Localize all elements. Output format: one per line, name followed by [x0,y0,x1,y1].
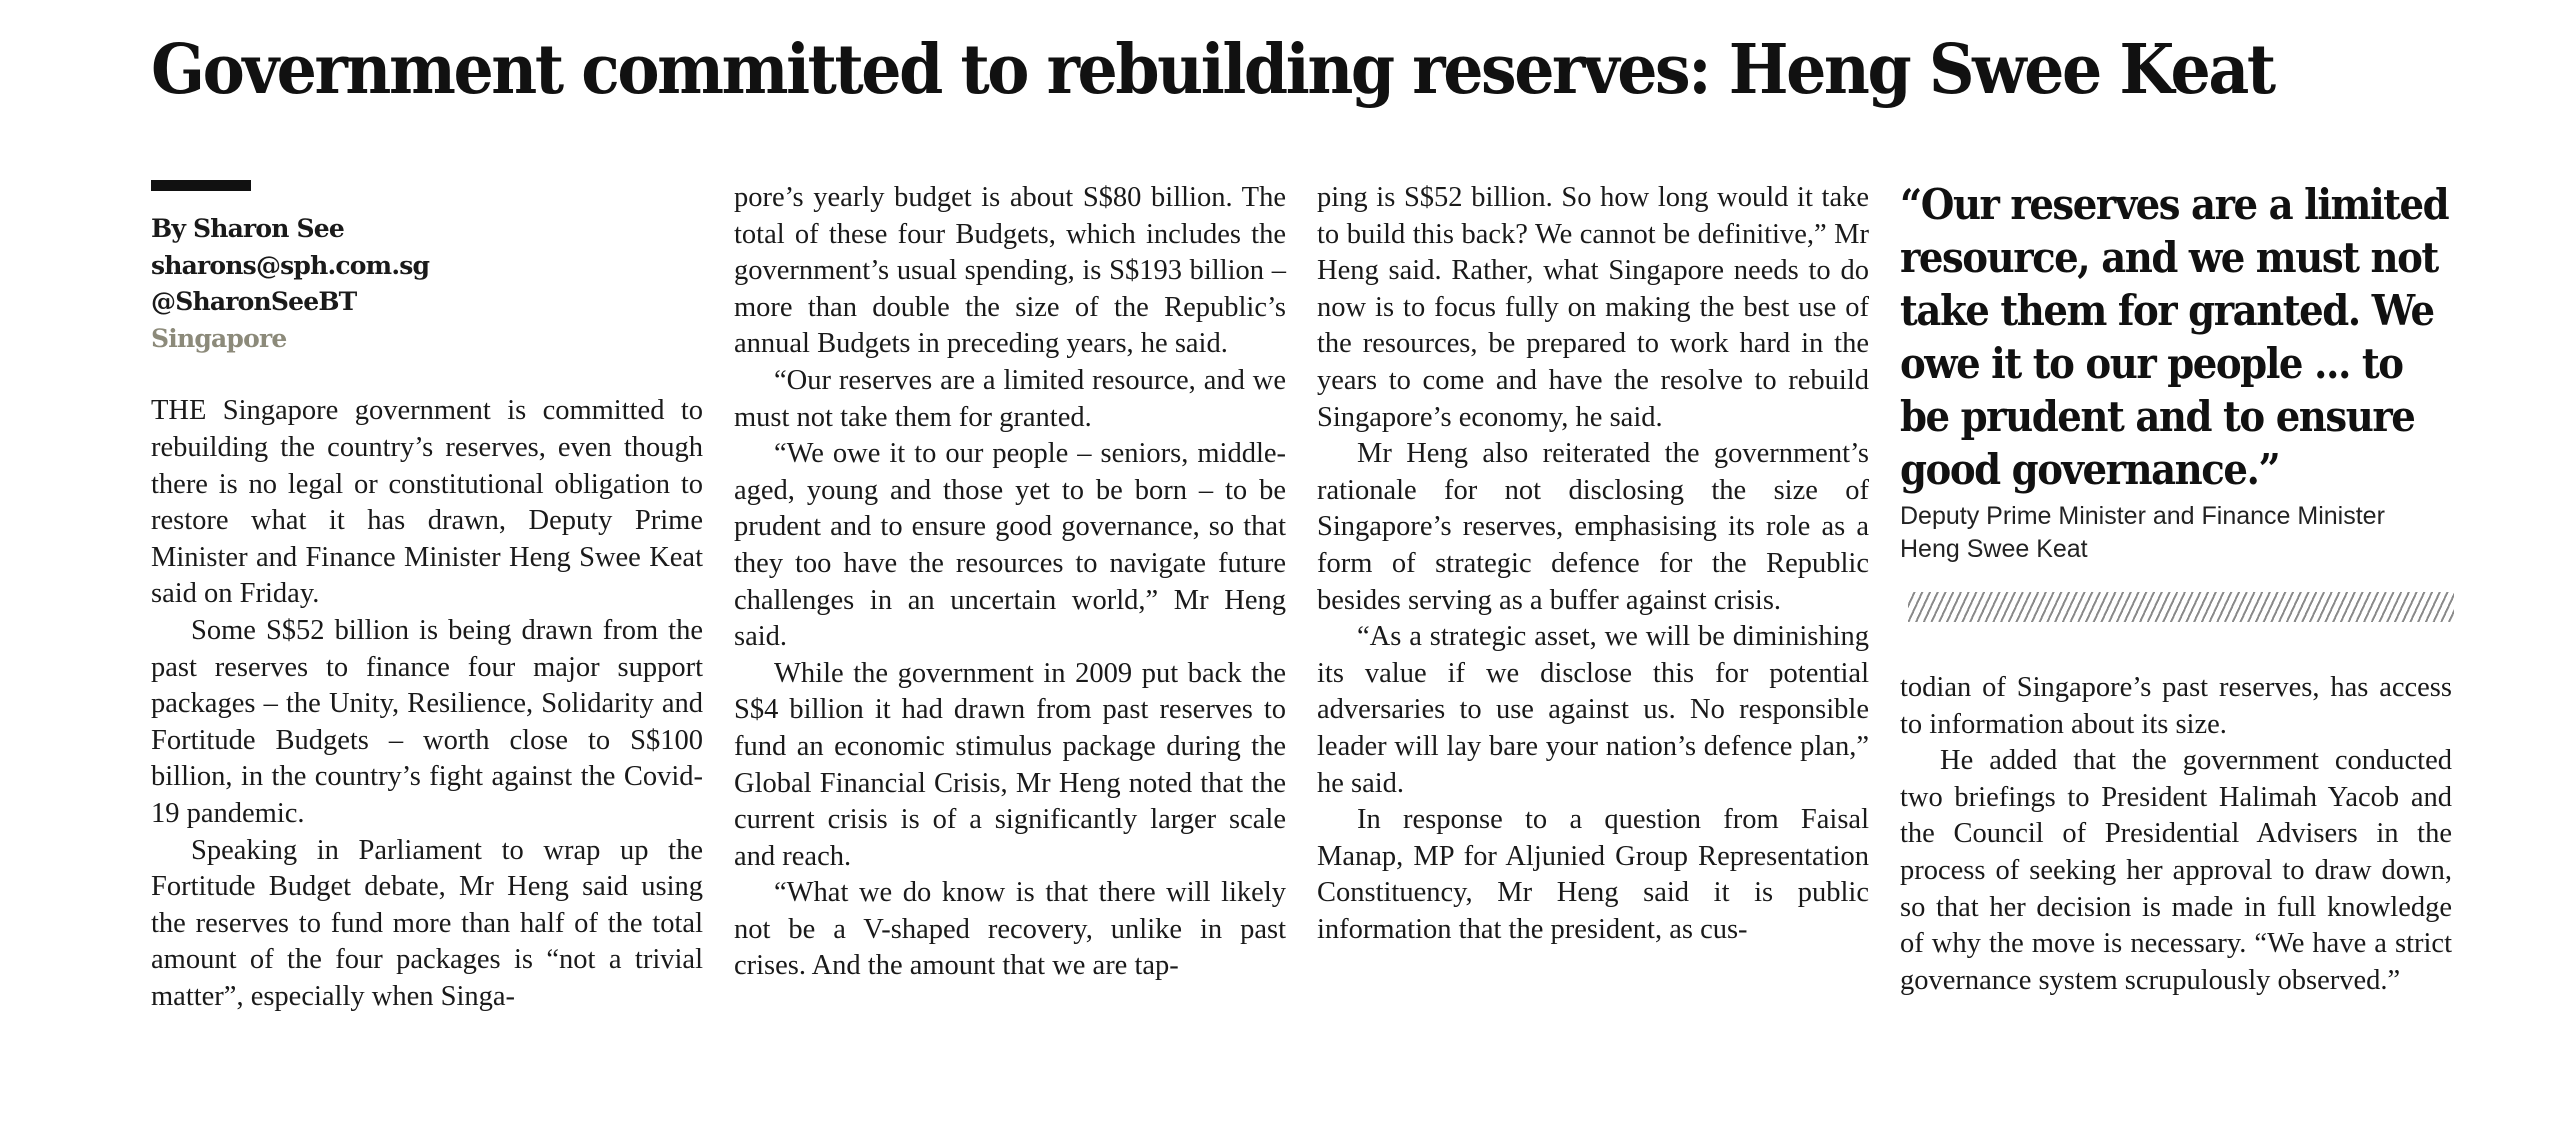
paragraph: “We owe it to our people – seniors, middle-aged, young and those yet to be born – to be prudent and to ensure good governance, so that they too have the resources to navigate future challenges in an uncertain world,” Mr Heng said. [734,438,1286,653]
paragraph: Speaking in Parliament to wrap up the Fortitude Budget debate, Mr Heng said using the reserves to fund more than half of the total amount of the four packages is “not a trivial matter”, especially when Singa- [151,834,703,1012]
byline-email: sharons@sph.com.sg [151,250,430,280]
byline-location: Singapore [151,323,287,353]
paragraph: todian of Singapore’s past reserves, has access to information about its size. [1900,672,2452,740]
article-column-2 [734,180,1286,985]
paragraph: ping is S$52 billion. So how long would it take to build this back? We cannot be definitive,” Mr Heng said. Rather, what Singapore needs to do now is to focus fully on making the best use of the resources, be prepared to work hard in the years to come and have the resolve to rebuild Singapore’s economy, he said. [1317,182,1869,433]
paragraph: “As a strategic asset, we will be diminishing its value if we disclose this for potential adversaries to use against us. No responsible leader will lay bare your nation’s defence plan,” he said. [1317,621,1869,799]
paragraph: In response to a question from Faisal Manap, MP for Aljunied Group Representation Constituency, Mr Heng said it is public information that the president, as cus- [1317,804,1869,945]
pull-quote [1900,178,2460,566]
paragraph: “What we do know is that there will likely not be a V-shaped recovery, unlike in past crises. And the amount that we are tap- [734,877,1286,982]
hatched-divider [1908,592,2454,622]
paragraph: “Our reserves are a limited resource, and we must not take them for granted. [734,364,1286,433]
article-column-4 [1900,670,2452,999]
paragraph: He added that the government conducted two briefings to President Halimah Yacob and the Council of Presidential Advisers in the process of seeking her approval to draw down, so that her decision is made in full knowledge of why the move is necessary. “We have a strict governance system scrupulously observed.” [1900,745,2452,996]
pull-quote-attribution [1900,500,2460,566]
pull-quote-text: “Our reserves are a limited resource, and we must not take them for granted. We owe it to our people ... to be prudent and to ensure good governance.” [1900,180,2449,494]
paragraph: Some S$52 billion is being drawn from the past reserves to finance four major support packages – the Unity, Resilience, Solidarity and Fortitude Budgets – worth close to S$100 billion, in the country’s fight against the Covid-19 pandemic. [151,614,703,829]
byline [151,211,703,357]
paragraph: While the government in 2009 put back the S$4 billion it had drawn from past reserves to fund an economic stimulus package during the Global Financial Crisis, Mr Heng noted that the current crisis is of a significantly larger scale and reach. [734,657,1286,872]
article-column-1 [151,180,703,1015]
byline-handle: @SharonSeeBT [151,287,357,317]
headline: Government committed to rebuilding reserves: Heng Swee Keat [151,30,2274,110]
attribution-name: Heng Swee Keat [1900,535,2088,563]
byline-rule [151,180,251,191]
attribution-title: Deputy Prime Minister and Finance Minister [1900,502,2385,530]
paragraph: pore’s yearly budget is about S$80 billion. The total of these four Budgets, which includes the government’s usual spending, is S$193 billion – more than double the size of the Republic’s annual Budgets in preceding years, he said. [734,182,1286,360]
paragraph: Mr Heng also reiterated the government’s rationale for not disclosing the size of Singapore’s reserves, emphasising its role as a form of strategic defence for the Republic besides serving as a buffer against crisis. [1317,438,1869,616]
paragraph: THE Singapore government is committed to rebuilding the country’s reserves, even though there is no legal or constitutional obligation to restore what it has drawn, Deputy Prime Minister and Finance Minister Heng Swee Keat said on Friday. [151,395,703,610]
article-column-3 [1317,180,1869,948]
byline-author: By Sharon See [151,214,344,243]
